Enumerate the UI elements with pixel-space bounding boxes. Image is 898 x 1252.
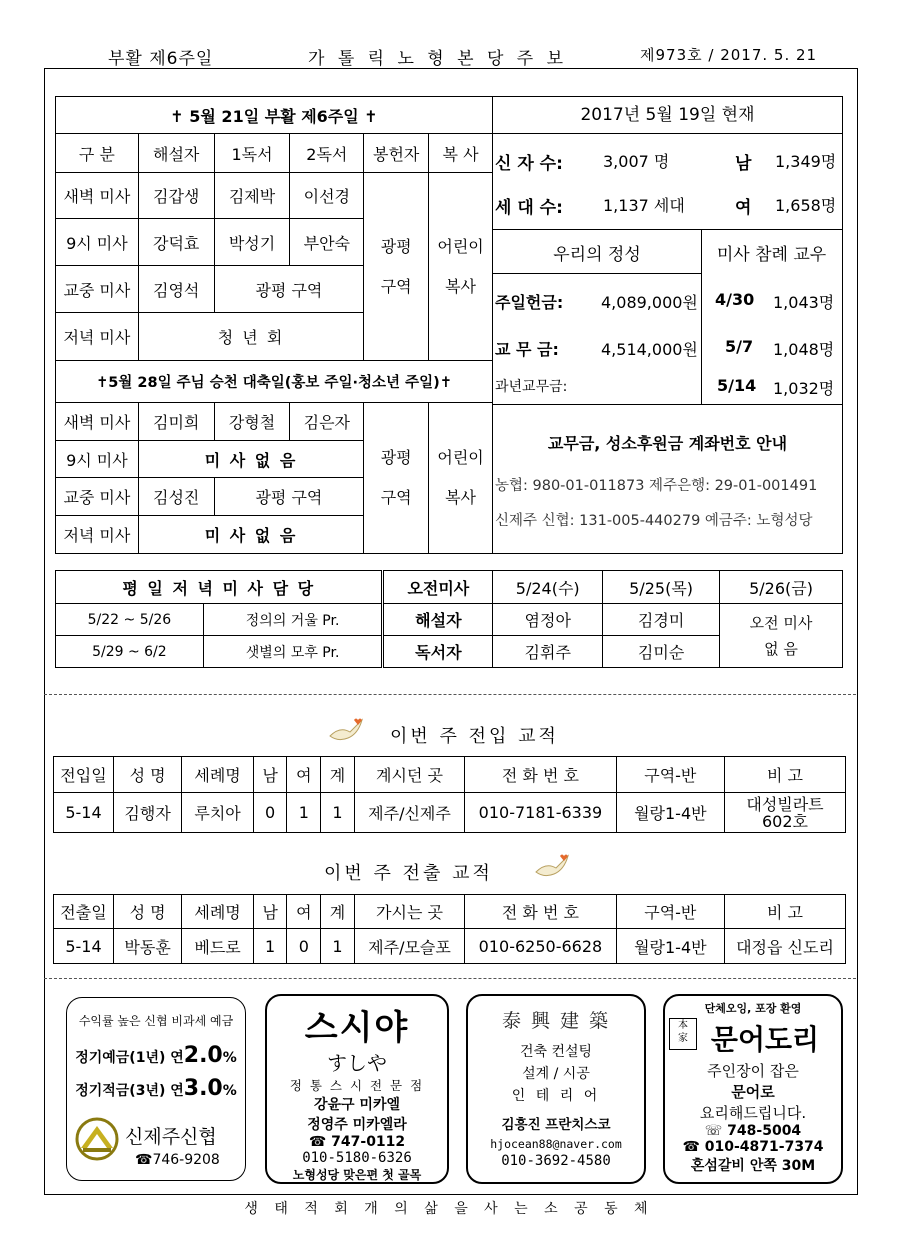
col-header: 구역-반 xyxy=(616,895,724,929)
col-header: 전 화 번 호 xyxy=(465,757,616,793)
col-header: 여 xyxy=(287,757,321,793)
schedule1-title: ✝ 5월 21일 부활 제6주일 ✝ xyxy=(56,97,493,134)
mass-name: 새벽 미사 xyxy=(56,403,139,441)
commentator: 염정아 xyxy=(493,604,603,636)
restaurant-name: 문어도리 xyxy=(710,1023,820,1056)
table-cell: 베드로 xyxy=(182,929,254,964)
col-header: 구역-반 xyxy=(616,757,724,793)
table-cell: 1 xyxy=(321,793,355,833)
schedule2-title: ✝5월 28일 주님 승천 대축일(홍보 주일·청소년 주일)✝ xyxy=(56,361,493,403)
reader1: 강형철 xyxy=(214,403,290,441)
reader2: 이선경 xyxy=(290,173,364,219)
table-cell: 1 xyxy=(253,929,287,964)
bank-name: 신제주신협 xyxy=(125,1126,217,1148)
bank-ad xyxy=(66,997,246,1181)
col-header: 여 xyxy=(287,895,321,929)
reader2: 부안숙 xyxy=(290,219,364,266)
restaurant-ad xyxy=(663,994,843,1184)
deposit-rate: 정기예금(1년) 연2.0% xyxy=(75,1043,237,1068)
table-cell: 1 xyxy=(287,793,321,833)
table-cell: 월랑1-4반 xyxy=(616,793,724,833)
col-header: 2독서 xyxy=(290,134,364,173)
female-count: 1,658명 xyxy=(775,196,837,215)
table-cell: 대성빌라트 602호 xyxy=(725,793,846,833)
prayer-group: 샛별의 모후 Pr. xyxy=(203,636,383,668)
commentator: 김미희 xyxy=(138,403,214,441)
no-mass: 미 사 없 음 xyxy=(138,441,363,478)
construction-name: 泰 興 建 築 xyxy=(501,1010,611,1032)
weekday-title: 평 일 저 녁 미 사 담 당 xyxy=(56,571,383,604)
female-label: 여 xyxy=(735,198,752,218)
sushi-location: 노형성당 맞은편 첫 골목 xyxy=(292,1168,422,1182)
table-cell: 0 xyxy=(287,929,321,964)
col-header: 성 명 xyxy=(113,895,181,929)
col-header: 전출일 xyxy=(54,895,114,929)
footer-motto: 생 태 적 회 개 의 삶 을 사 는 소 공 동 체 xyxy=(244,1201,654,1217)
attendance-date: 4/30 xyxy=(715,290,755,309)
restaurant-stamp: 本 家 xyxy=(669,1018,697,1050)
day-header: 5/26(금) xyxy=(720,571,843,604)
sushi-logo: 스시야 xyxy=(304,1008,410,1048)
restaurant-line: 주인장이 잡은 xyxy=(707,1062,799,1080)
mass-name: 교중 미사 xyxy=(56,478,139,516)
reader2: 김은자 xyxy=(290,403,364,441)
table-cell: 제주/신제주 xyxy=(354,793,464,833)
male-label: 남 xyxy=(735,154,752,174)
construction-service: 설계 / 시공 xyxy=(522,1066,590,1082)
bank-tagline: 수익률 높은 신협 비과세 예금 xyxy=(78,1014,234,1028)
readers-group: 광평 구역 xyxy=(214,478,364,516)
account-title: 교무금, 성소후원금 계좌번호 안내 xyxy=(547,434,788,453)
restaurant-location: 혼섬갈비 안쪽 30M xyxy=(690,1158,816,1174)
savings-rate: 정기적금(3년) 연3.0% xyxy=(75,1076,237,1101)
col-header: 비 고 xyxy=(725,757,846,793)
households-count: 1,137 세대 xyxy=(603,196,685,215)
believers-label: 신 자 수: xyxy=(495,154,563,174)
sushi-mobile: 010-5180-6326 xyxy=(302,1150,412,1166)
commentator: 김영석 xyxy=(138,266,214,313)
divider xyxy=(44,978,856,979)
male-count: 1,349명 xyxy=(775,152,837,171)
col-header: 봉헌자 xyxy=(364,134,429,173)
weekday-mass-table xyxy=(55,570,843,668)
mass-name: 새벽 미사 xyxy=(56,173,139,219)
reader1: 김제박 xyxy=(214,173,290,219)
construction-email: hjocean88@naver.com xyxy=(490,1137,622,1151)
col-header: 남 xyxy=(253,757,287,793)
week-dates: 5/22 ~ 5/26 xyxy=(56,604,204,636)
reader1: 박성기 xyxy=(214,219,290,266)
moveout-title: 이번 주 전출 교적 xyxy=(324,863,493,884)
dues-label: 교 무 금: xyxy=(495,340,559,359)
attendance-date: 5/14 xyxy=(717,376,757,395)
offering-title: 우리의 정성 xyxy=(553,245,641,265)
sunday-offering: 4,089,000원 xyxy=(601,293,698,312)
altar-servers: 어린이 복사 xyxy=(429,403,493,554)
past-dues-label: 과년교무금: xyxy=(495,379,568,395)
construction-service: 건축 컨설팅 xyxy=(519,1044,593,1060)
restaurant-phone: ☏ 748-5004 xyxy=(704,1123,802,1139)
right-panel xyxy=(493,96,843,554)
col-header: 전 화 번 호 xyxy=(465,895,616,929)
restaurant-line: 문어로 xyxy=(731,1083,775,1101)
moveout-table xyxy=(53,894,846,964)
altar-servers: 어린이 복사 xyxy=(429,173,493,361)
sushi-kana: すしや xyxy=(327,1051,387,1075)
commentator: 김경미 xyxy=(603,604,720,636)
attendance-title: 미사 참례 교우 xyxy=(716,245,827,265)
mass-name: 저녁 미사 xyxy=(56,516,139,554)
offering-group: 광평 구역 xyxy=(364,403,429,554)
header-week: 부활 제6주일 xyxy=(108,49,214,69)
account-line2: 신제주 신협: 131-005-440279 예금주: 노형성당 xyxy=(495,513,813,529)
table-cell: 대정읍 신도리 xyxy=(725,929,846,964)
table-cell: 0 xyxy=(253,793,287,833)
construction-ad xyxy=(466,994,646,1184)
reader: 김미순 xyxy=(603,636,720,668)
divider xyxy=(44,694,856,695)
sunday-offering-label: 주일헌금: xyxy=(495,293,564,312)
col-header: 계 xyxy=(321,757,355,793)
restaurant-tagline: 단체오잉, 포장 환영 xyxy=(704,1002,802,1015)
credit-union-logo-icon xyxy=(73,1116,121,1166)
mass-name: 교중 미사 xyxy=(56,266,139,313)
table-cell: 루치아 xyxy=(182,793,254,833)
col-header: 비 고 xyxy=(725,895,846,929)
sushi-ad xyxy=(265,994,449,1184)
col-header: 계시던 곳 xyxy=(354,757,464,793)
account-line1: 농협: 980-01-011873 제주은행: 29-01-001491 xyxy=(495,478,818,494)
bulletin-title: 가 톨 릭 노 형 본 당 주 보 xyxy=(308,49,568,69)
col-header: 세례명 xyxy=(182,895,254,929)
col-header: 전입일 xyxy=(54,757,114,793)
col-header: 세례명 xyxy=(182,757,254,793)
restaurant-line: 요리해드립니다. xyxy=(699,1104,807,1122)
prayer-group: 정의의 거울 Pr. xyxy=(203,604,383,636)
dove-icon xyxy=(534,852,570,886)
commentator-label: 해설자 xyxy=(383,604,493,636)
offering-group: 광평 구역 xyxy=(364,173,429,361)
morning-mass-label: 오전미사 xyxy=(383,571,493,604)
col-header: 구 분 xyxy=(56,134,139,173)
table-cell: 5-14 xyxy=(54,929,114,964)
readers-group: 청 년 회 xyxy=(138,313,363,361)
no-morning-mass: 오전 미사 없 음 xyxy=(720,604,843,668)
col-header: 남 xyxy=(253,895,287,929)
table-cell: 1 xyxy=(321,929,355,964)
households-label: 세 대 수: xyxy=(495,198,563,218)
reader: 김휘주 xyxy=(493,636,603,668)
col-header: 성 명 xyxy=(113,757,181,793)
col-header: 계 xyxy=(321,895,355,929)
movein-table xyxy=(53,756,846,833)
table-cell: 월랑1-4반 xyxy=(616,929,724,964)
stats-title: 2017년 5월 19일 현재 xyxy=(580,105,755,125)
col-header: 1독서 xyxy=(214,134,290,173)
dove-icon xyxy=(328,716,364,750)
sushi-desc: 정 통 스 시 전 문 점 xyxy=(289,1078,425,1093)
bank-phone: ☎746-9208 xyxy=(135,1152,220,1168)
table-cell: 제주/모슬포 xyxy=(354,929,464,964)
mass-name: 9시 미사 xyxy=(56,441,139,478)
construction-owner: 김흥진 프란치스코 xyxy=(501,1117,611,1133)
issue-info: 제973호 / 2017. 5. 21 xyxy=(640,46,818,64)
col-header: 가시는 곳 xyxy=(354,895,464,929)
commentator: 김갑생 xyxy=(138,173,214,219)
reader-label: 독서자 xyxy=(383,636,493,668)
construction-phone: 010-3692-4580 xyxy=(501,1153,611,1169)
commentator: 강덕효 xyxy=(138,219,214,266)
movein-title: 이번 주 전입 교적 xyxy=(390,726,559,747)
table-cell: 010-6250-6628 xyxy=(465,929,616,964)
sushi-owner2: 정영주 미카엘라 xyxy=(307,1117,407,1133)
day-header: 5/24(수) xyxy=(493,571,603,604)
col-header: 해설자 xyxy=(138,134,214,173)
sushi-phone: ☎ 747-0112 xyxy=(308,1134,406,1150)
attendance-count: 1,048명 xyxy=(773,340,835,359)
mass-schedule-table xyxy=(55,96,493,554)
believers-count: 3,007 명 xyxy=(603,152,670,171)
attendance-count: 1,043명 xyxy=(773,293,835,312)
table-cell: 5-14 xyxy=(54,793,114,833)
week-dates: 5/29 ~ 6/2 xyxy=(56,636,204,668)
attendance-date: 5/7 xyxy=(725,337,754,356)
dues-amount: 4,514,000원 xyxy=(601,340,698,359)
table-cell: 010-7181-6339 xyxy=(465,793,616,833)
no-mass: 미 사 없 음 xyxy=(138,516,363,554)
commentator: 김성진 xyxy=(138,478,214,516)
readers-group: 광평 구역 xyxy=(214,266,364,313)
day-header: 5/25(목) xyxy=(603,571,720,604)
attendance-count: 1,032명 xyxy=(773,379,835,398)
construction-service: 인 테 리 어 xyxy=(511,1088,601,1104)
table-cell: 박동훈 xyxy=(113,929,181,964)
restaurant-mobile: ☎ 010-4871-7374 xyxy=(682,1139,824,1155)
mass-name: 9시 미사 xyxy=(56,219,139,266)
table-cell: 김행자 xyxy=(113,793,181,833)
col-header: 복 사 xyxy=(429,134,493,173)
sushi-owner1: 강윤구 미카엘 xyxy=(313,1097,401,1113)
mass-name: 저녁 미사 xyxy=(56,313,139,361)
